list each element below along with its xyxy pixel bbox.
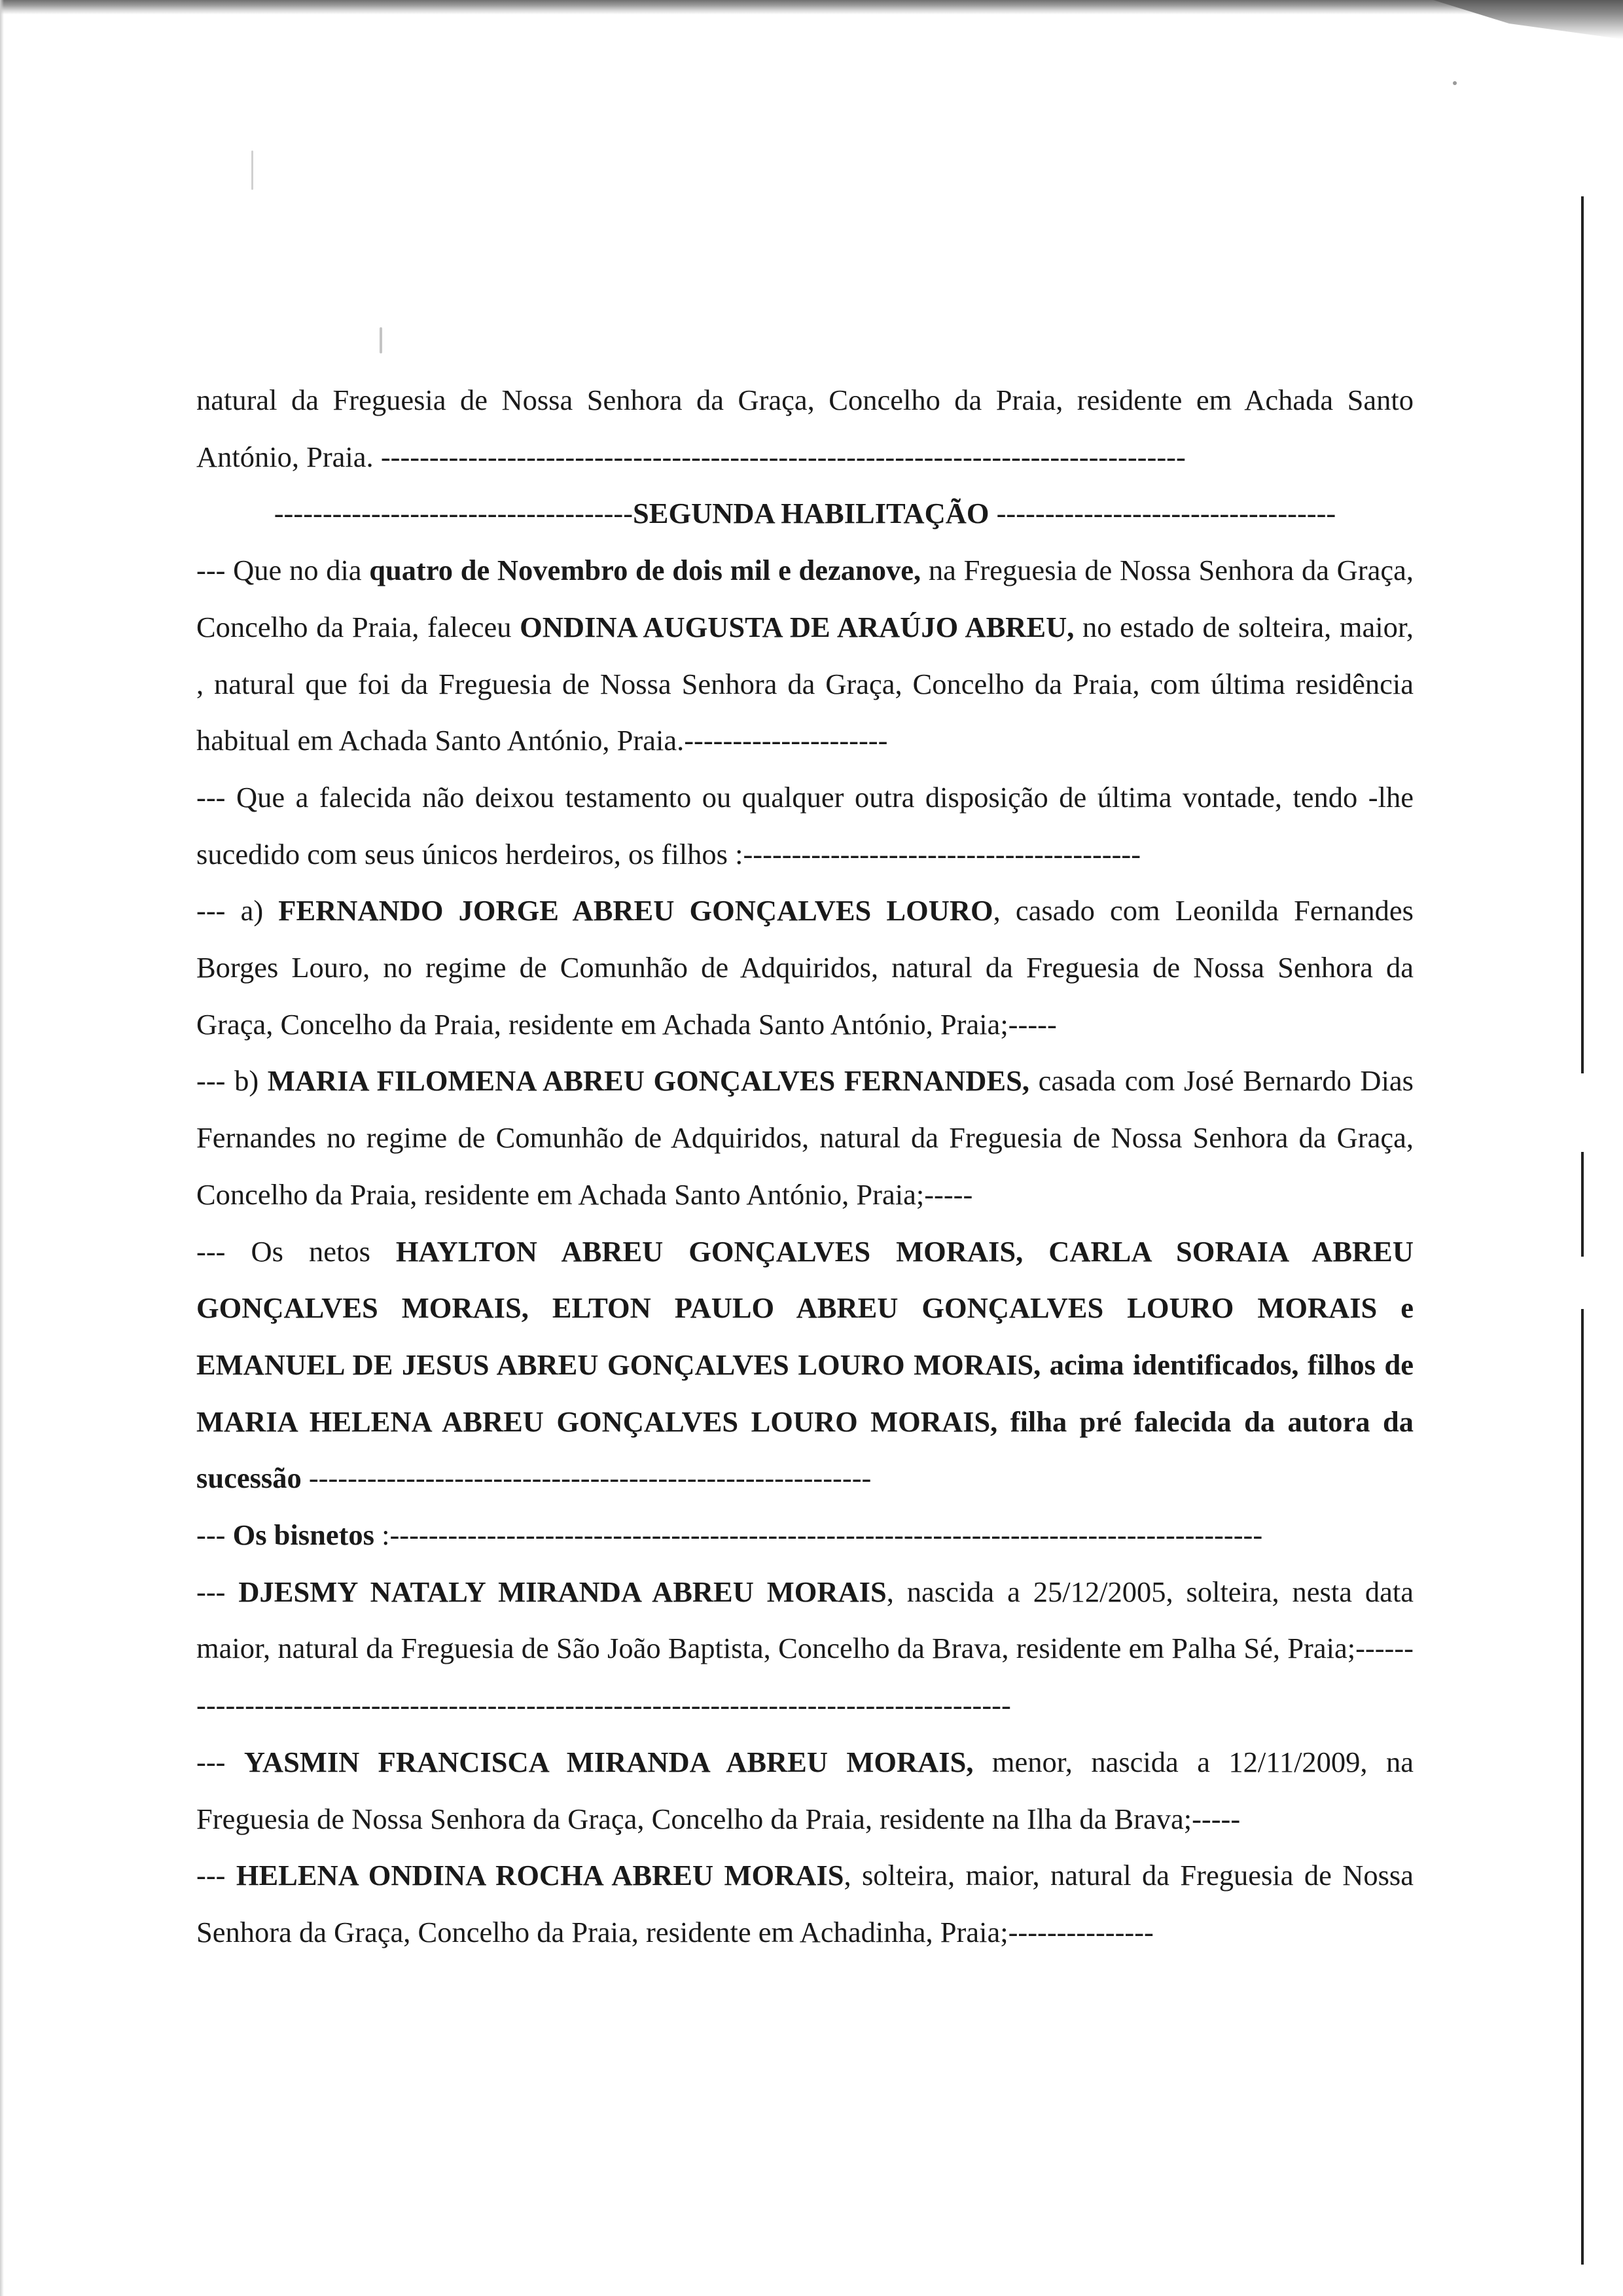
great-grandchildren-label: Os bisnetos: [232, 1518, 374, 1552]
text-segment: --- Que no dia: [196, 554, 370, 587]
text-segment: natural da Freguesia de Nossa Senhora da Graça, Concelho da Praia, residente em Achada Santo António, Praia.: [196, 384, 1414, 473]
paragraph-heir-a: [196, 882, 1414, 1052]
paragraph-great-grandchild-2: [196, 1734, 1414, 1847]
text-segment: ---: [196, 1745, 244, 1778]
heir-name: HELENA ONDINA ROCHA ABREU MORAIS: [236, 1859, 844, 1892]
text-segment: , nascida a 25/12/2005, solteira, nesta data maior, natural da Freguesia de São João Baptista, Concelho da Brava, residente em Palha Sé, Praia;------------------------------------------------------------------------------------------: [196, 1575, 1414, 1722]
margin-line-3: [1581, 1309, 1584, 2265]
scan-top-edge: [0, 0, 1623, 14]
text-segment: ---: [196, 1518, 233, 1552]
paragraph-no-will: [196, 769, 1414, 882]
scan-speck: [251, 151, 253, 190]
text-segment: casada com José Bernardo Dias Fernandes no regime de Comunhão de Adquiridos, natural da Freguesia de Nossa Senhora da Graça, Concelho da Praia, residente em Achada Santo António, Praia;-----: [196, 1064, 1414, 1211]
heir-name: MARIA FILOMENA ABREU GONÇALVES FERNANDES,: [267, 1064, 1029, 1098]
text-segment: --- a): [196, 894, 279, 927]
text-segment: na Freguesia de Nossa Senhora da Graça, Concelho da Praia, faleceu: [196, 554, 1414, 643]
paragraph-heir-b: [196, 1052, 1414, 1223]
scan-speck: [1453, 81, 1457, 85]
heir-name: FERNANDO JORGE ABREU GONÇALVES LOURO: [278, 894, 993, 927]
paragraph-death-record: [196, 542, 1414, 769]
dash-filler: -----------------------------------------------------------------------------------: [380, 440, 1186, 473]
text-segment: , solteira, maior, natural da Freguesia de Nossa Senhora da Graça, Concelho da Praia, residente em Achadinha, Praia;---------------: [196, 1859, 1414, 1948]
dash-filler: -----------------------------------: [989, 497, 1336, 530]
section-heading-segunda-habilitacao: [196, 485, 1414, 542]
death-date: quatro de Novembro de dois mil e dezanove,: [369, 554, 921, 587]
scan-corner-shadow: [1433, 0, 1623, 39]
heading-title: SEGUNDA HABILITAÇÃO: [633, 497, 990, 530]
deceased-name: ONDINA AUGUSTA DE ARAÚJO ABREU,: [520, 610, 1075, 643]
paragraph-natural-residence: [196, 372, 1414, 485]
dash-filler: :------------------------------------------------------------------------------------------: [374, 1518, 1263, 1552]
text-segment: , casado com Leonilda Fernandes Borges Louro, no regime de Comunhão de Adquiridos, natural da Freguesia de Nossa Senhora da Graça, Concelho da Praia, residente em Achada Santo António, Praia;-----: [196, 894, 1414, 1041]
scan-speck: [380, 327, 382, 353]
text-segment: ---: [196, 1575, 239, 1608]
paragraph-great-grandchild-3: [196, 1847, 1414, 1960]
document-body: [196, 372, 1414, 1961]
margin-line-1: [1581, 196, 1584, 1073]
heir-name: YASMIN FRANCISCA MIRANDA ABREU MORAIS,: [243, 1745, 974, 1778]
paragraph-great-grandchild-1: [196, 1564, 1414, 1734]
heir-name: DJESMY NATALY MIRANDA ABREU MORAIS: [238, 1575, 887, 1608]
scan-left-edge: [0, 0, 4, 2296]
text-segment: --- Que a falecida não deixou testamento ou qualquer outra disposição de última vontade, tendo -lhe sucedido com seus únicos herdeiros, os filhos :-----------------------------------------: [196, 780, 1414, 870]
paragraph-grandchildren: [196, 1223, 1414, 1507]
text-segment: menor, nascida a 12/11/2009, na Freguesia de Nossa Senhora da Graça, Concelho da Praia, residente na Ilha da Brava;-----: [196, 1745, 1414, 1835]
grandchildren-names: HAYLTON ABREU GONÇALVES MORAIS, CARLA SORAIA ABREU GONÇALVES MORAIS, ELTON PAULO ABREU GONÇALVES LOURO MORAIS e EMANUEL DE JESUS ABREU GONÇALVES LOURO MORAIS, acima identificados, filhos de MARIA HELENA ABREU GONÇALVES LOURO MORAIS, filha pré falecida da autora da sucessão: [196, 1234, 1414, 1495]
paragraph-great-grandchildren-heading: [196, 1507, 1414, 1564]
dash-filler: ----------------------------------------------------------: [301, 1462, 872, 1495]
text-segment: ---: [196, 1859, 236, 1892]
margin-line-2: [1581, 1152, 1584, 1257]
text-segment: --- b): [196, 1064, 268, 1098]
dash-filler: -------------------------------------: [274, 497, 633, 530]
text-segment: no estado de solteira, maior, , natural que foi da Freguesia de Nossa Senhora da Graça, Concelho da Praia, com última residência habitual em Achada Santo António, Praia.---------------------: [196, 610, 1414, 757]
text-segment: --- Os netos: [196, 1234, 396, 1268]
